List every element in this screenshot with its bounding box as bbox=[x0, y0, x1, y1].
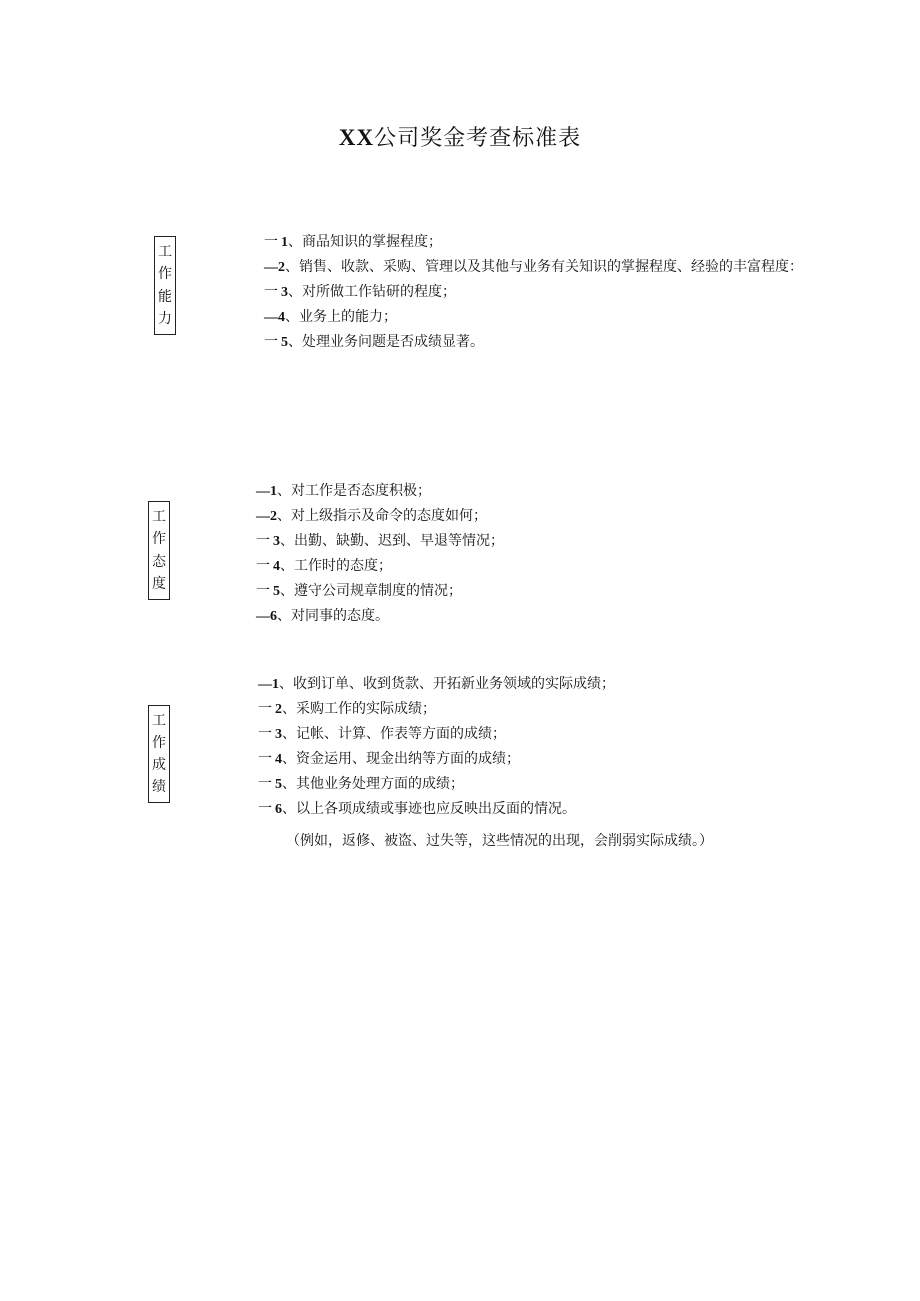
list-item bbox=[264, 305, 803, 330]
item-text: 、以上各项成绩或事迹也应反映出反面的情况。 bbox=[282, 801, 576, 817]
item-number: 3 bbox=[281, 285, 288, 300]
list-item bbox=[258, 797, 615, 822]
label-char: 工 bbox=[152, 713, 166, 729]
list-item bbox=[256, 479, 504, 504]
item-number: 4 bbox=[275, 752, 282, 767]
list-item bbox=[258, 722, 615, 747]
item-text: 、业务上的能力； bbox=[285, 309, 397, 325]
label-char: 作 bbox=[152, 531, 166, 548]
section-label-ability bbox=[154, 236, 176, 335]
item-number: 5 bbox=[273, 584, 280, 599]
list-item bbox=[256, 504, 504, 529]
item-text: 、收到订单、收到货款、开拓新业务领域的实际成绩； bbox=[279, 676, 615, 692]
item-dash: 一 bbox=[258, 702, 272, 717]
list-item bbox=[256, 554, 504, 579]
item-text: 、资金运用、现金出纳等方面的成绩； bbox=[282, 751, 520, 767]
title-text: 公司奖金考查标准表 bbox=[374, 126, 582, 151]
item-number: 6 bbox=[270, 609, 277, 624]
title-latin: XX bbox=[338, 125, 375, 150]
item-dash: 一 bbox=[256, 534, 270, 549]
item-number: 1 bbox=[281, 235, 288, 250]
item-dash: — bbox=[256, 609, 270, 624]
list-item bbox=[258, 772, 615, 797]
item-text: 、对工作是否态度积极； bbox=[277, 483, 431, 499]
item-text: 、对所做工作钻研的程度； bbox=[288, 284, 456, 300]
item-text: 、处理业务问题是否成绩显著。 bbox=[288, 334, 484, 350]
list-item bbox=[264, 280, 803, 305]
list-item bbox=[258, 697, 615, 722]
item-number: 1 bbox=[272, 677, 279, 692]
label-char: 度 bbox=[152, 575, 166, 592]
list-item bbox=[264, 330, 803, 355]
list-item bbox=[264, 230, 803, 255]
item-dash: 一 bbox=[264, 235, 278, 250]
item-dash: 一 bbox=[264, 335, 278, 350]
item-dash: 一 bbox=[258, 752, 272, 767]
item-number: 5 bbox=[281, 335, 288, 350]
label-char: 工 bbox=[152, 509, 166, 526]
list-item bbox=[256, 604, 504, 629]
item-text: 、对同事的态度。 bbox=[277, 608, 389, 624]
item-dash: 一 bbox=[258, 802, 272, 817]
item-number: 4 bbox=[278, 310, 285, 325]
item-text: 、工作时的态度； bbox=[280, 558, 392, 574]
list-item bbox=[256, 579, 504, 604]
item-number: 3 bbox=[275, 727, 282, 742]
label-char: 成 bbox=[152, 757, 166, 773]
item-text: 、对上级指示及命令的态度如何； bbox=[277, 508, 487, 524]
item-dash: — bbox=[256, 484, 270, 499]
item-number: 3 bbox=[273, 534, 280, 549]
item-text: 、遵守公司规章制度的情况； bbox=[280, 583, 462, 599]
criteria-list-ability bbox=[264, 230, 803, 355]
label-char: 力 bbox=[158, 310, 172, 327]
item-text: 、出勤、缺勤、迟到、早退等情况； bbox=[280, 533, 504, 549]
criteria-list-attitude bbox=[256, 479, 504, 629]
item-dash: 一 bbox=[256, 559, 270, 574]
item-text: 、记帐、计算、作表等方面的成绩； bbox=[282, 726, 506, 742]
item-dash: — bbox=[258, 677, 272, 692]
item-number: 2 bbox=[275, 702, 282, 717]
item-number: 4 bbox=[273, 559, 280, 574]
item-number: 6 bbox=[275, 802, 282, 817]
performance-note: （例如，返修、被盗、过失等，这些情况的出现，会削弱实际成绩。） bbox=[286, 833, 713, 849]
item-dash: — bbox=[264, 310, 278, 325]
section-label-performance bbox=[148, 705, 170, 803]
item-text: 、销售、收款、采购、管理以及其他与业务有关知识的掌握程度、经验的丰富程度： bbox=[285, 259, 803, 275]
list-item bbox=[256, 529, 504, 554]
item-dash: 一 bbox=[258, 727, 272, 742]
item-dash: 一 bbox=[256, 584, 270, 599]
item-dash: 一 bbox=[264, 285, 278, 300]
label-char: 作 bbox=[152, 735, 166, 751]
item-text: 、商品知识的掌握程度； bbox=[288, 234, 442, 250]
item-number: 2 bbox=[278, 260, 285, 275]
label-char: 绩 bbox=[152, 779, 166, 795]
item-number: 2 bbox=[270, 509, 277, 524]
list-item bbox=[258, 747, 615, 772]
label-char: 工 bbox=[158, 244, 172, 261]
list-item bbox=[264, 255, 803, 280]
item-number: 5 bbox=[275, 777, 282, 792]
section-label-attitude bbox=[148, 501, 170, 600]
item-dash: — bbox=[256, 509, 270, 524]
item-text: 、其他业务处理方面的成绩； bbox=[282, 776, 464, 792]
list-item bbox=[258, 672, 615, 697]
item-number: 1 bbox=[270, 484, 277, 499]
label-char: 态 bbox=[152, 553, 166, 570]
label-char: 作 bbox=[158, 266, 172, 283]
item-dash: — bbox=[264, 260, 278, 275]
item-text: 、采购工作的实际成绩； bbox=[282, 701, 436, 717]
criteria-list-performance bbox=[258, 672, 615, 822]
page-title bbox=[0, 122, 920, 155]
item-dash: 一 bbox=[258, 777, 272, 792]
label-char: 能 bbox=[158, 288, 172, 305]
